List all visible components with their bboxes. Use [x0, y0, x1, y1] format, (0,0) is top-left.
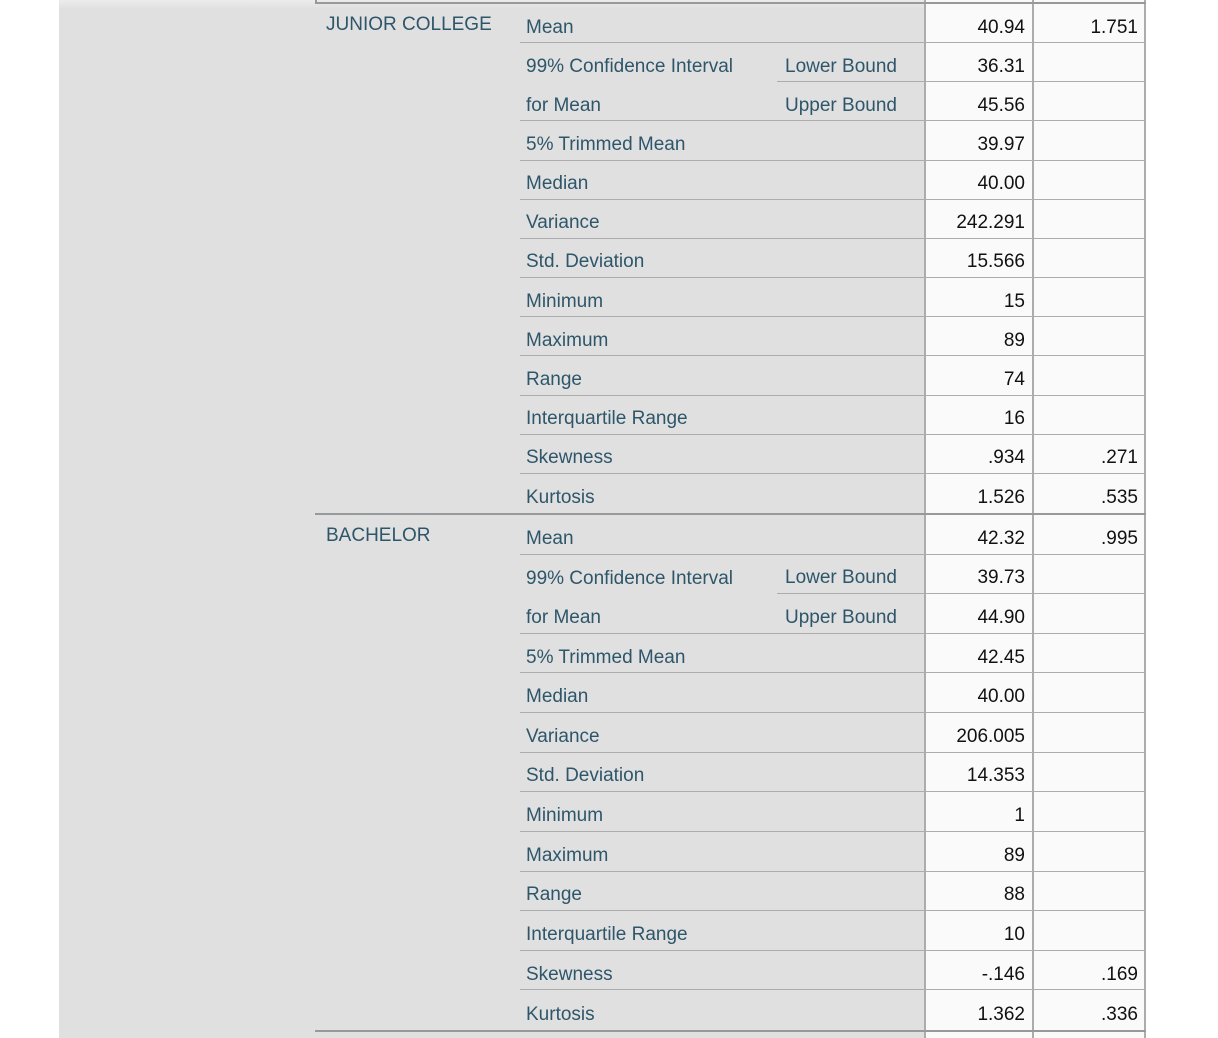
bound-sublabel: [777, 121, 926, 160]
statistic-label: Median: [520, 161, 777, 200]
bound-sublabel: [777, 161, 926, 200]
bound-sublabel: [777, 951, 926, 991]
std-error-value: [1032, 555, 1144, 595]
statistic-value: 42.45: [926, 634, 1032, 674]
group-label: JUNIOR COLLEGE: [326, 14, 492, 35]
bound-sublabel: Lower Bound: [777, 555, 926, 595]
bound-sublabel: [777, 200, 926, 239]
statistic-value: 36.31: [926, 43, 1032, 82]
bound-sublabel: Upper Bound: [777, 594, 926, 634]
statistic-value: 40.94: [926, 4, 1032, 43]
statistic-label: for Mean: [520, 594, 777, 634]
std-error-value: [1032, 356, 1144, 395]
std-error-value: [1032, 634, 1144, 674]
std-error-value: [1032, 200, 1144, 239]
statistic-label: 99% Confidence Interval: [526, 56, 734, 78]
statistic-label: 5% Trimmed Mean: [520, 121, 777, 160]
statistic-label: Mean: [520, 4, 777, 43]
std-error-value: .336: [1101, 1003, 1138, 1025]
bound-sublabel: [777, 832, 926, 872]
statistic-label: Mean: [520, 515, 777, 555]
std-error-value: [1032, 317, 1144, 356]
statistic-value: 40.00: [926, 161, 1032, 200]
statistic-label: Minimum: [520, 792, 777, 832]
std-error-value: .995: [1032, 515, 1144, 555]
std-error-value: [1032, 82, 1144, 121]
statistic-label: Skewness: [520, 951, 777, 991]
statistic-value: 88: [926, 872, 1032, 912]
statistic-value: 1: [926, 792, 1032, 832]
std-error-value: 1.751: [1032, 4, 1144, 43]
statistic-value: 39.97: [926, 121, 1032, 160]
std-error-value: [1032, 673, 1144, 713]
statistic-value: 10: [926, 911, 1032, 951]
statistic-label: Range: [520, 356, 777, 395]
statistic-label: 5% Trimmed Mean: [520, 634, 777, 674]
statistic-value: 242.291: [926, 200, 1032, 239]
bound-sublabel: Upper Bound: [777, 82, 926, 121]
std-error-value: [1032, 792, 1144, 832]
bound-sublabel: [777, 239, 926, 278]
table-section: [315, 515, 1144, 1030]
table-section: [315, 4, 1144, 513]
section-divider-bottom: [315, 1030, 1146, 1032]
bound-sublabel: [777, 278, 926, 317]
statistic-value: 74: [926, 356, 1032, 395]
bound-sublabel: Lower Bound: [777, 43, 926, 82]
bound-sublabel: [777, 317, 926, 356]
statistic-value: 206.005: [926, 713, 1032, 753]
std-error-value: [1032, 872, 1144, 912]
std-error-value: [1032, 121, 1144, 160]
statistic-value: 42.32: [926, 515, 1032, 555]
bound-sublabel: [777, 792, 926, 832]
bound-sublabel: [777, 872, 926, 912]
bound-sublabel: [777, 634, 926, 674]
table-right-border: [1144, 0, 1146, 1038]
statistic-label: Variance: [520, 713, 777, 753]
std-error-value: .535: [1101, 486, 1138, 508]
std-error-value: [1032, 594, 1144, 634]
statistic-label: Interquartile Range: [520, 396, 777, 435]
bound-sublabel: [777, 990, 926, 1030]
bound-sublabel: [777, 753, 926, 793]
statistic-value: 40.00: [926, 673, 1032, 713]
std-error-value: [1032, 239, 1144, 278]
statistic-label: Skewness: [520, 435, 777, 474]
statistic-value: 45.56: [926, 82, 1032, 121]
statistic-value: 16: [926, 396, 1032, 435]
statistic-value: .934: [926, 435, 1032, 474]
statistic-label: 99% Confidence Interval: [526, 567, 734, 589]
bound-sublabel: [777, 435, 926, 474]
std-error-value: .271: [1032, 435, 1144, 474]
bound-sublabel: [777, 673, 926, 713]
bound-sublabel: [777, 356, 926, 395]
statistic-value: 14.353: [926, 753, 1032, 793]
statistic-label: Median: [520, 673, 777, 713]
bound-sublabel: [777, 396, 926, 435]
statistic-label: Range: [520, 872, 777, 912]
std-error-value: [1032, 396, 1144, 435]
std-error-value: [1032, 43, 1144, 82]
std-error-value: [1032, 753, 1144, 793]
statistic-value: 39.73: [926, 555, 1032, 595]
bound-sublabel: [777, 474, 926, 513]
std-error-value: [1032, 278, 1144, 317]
statistic-label: Maximum: [520, 317, 777, 356]
std-error-value: [1032, 161, 1144, 200]
statistic-value: 15.566: [926, 239, 1032, 278]
bound-sublabel: [777, 4, 926, 43]
statistic-value: 1.362: [977, 1003, 1025, 1025]
statistic-value: 44.90: [926, 594, 1032, 634]
statistic-value: 1.526: [977, 486, 1025, 508]
std-error-value: [1032, 832, 1144, 872]
statistic-label: Std. Deviation: [520, 239, 777, 278]
statistic-label: for Mean: [520, 82, 777, 121]
statistic-label: Interquartile Range: [520, 911, 777, 951]
bound-sublabel: [777, 911, 926, 951]
statistic-label: Std. Deviation: [520, 753, 777, 793]
statistic-value: 89: [926, 832, 1032, 872]
statistic-label: Maximum: [520, 832, 777, 872]
statistic-label: Minimum: [520, 278, 777, 317]
bound-sublabel: [777, 515, 926, 555]
statistic-value: 89: [926, 317, 1032, 356]
bound-sublabel: [777, 713, 926, 753]
statistic-label: Kurtosis: [526, 486, 595, 508]
group-label: BACHELOR: [326, 525, 431, 546]
std-error-value: [1032, 713, 1144, 753]
statistic-value: 15: [926, 278, 1032, 317]
statistic-label: Variance: [520, 200, 777, 239]
statistic-value: -.146: [926, 951, 1032, 991]
std-error-value: .169: [1032, 951, 1144, 991]
statistic-label: Kurtosis: [526, 1003, 595, 1025]
std-error-value: [1032, 911, 1144, 951]
